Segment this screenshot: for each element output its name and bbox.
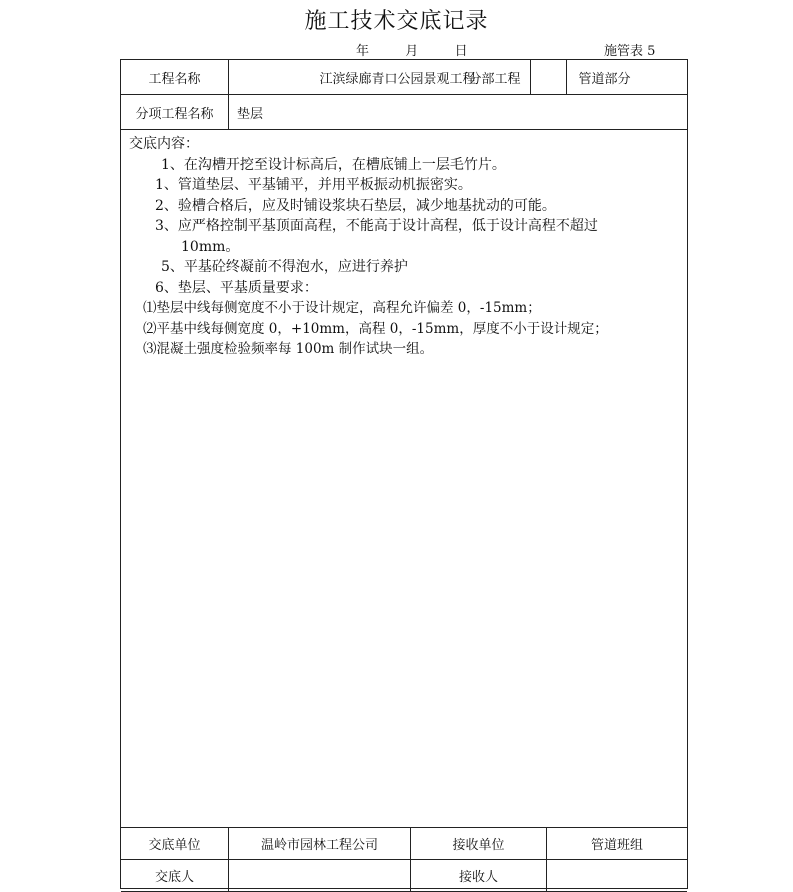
receive-unit-value: 管道班组: [547, 828, 687, 860]
handover-unit-label: 交底单位: [121, 828, 229, 860]
handover-content: [121, 130, 687, 828]
content-line: 3、应严格控制平基顶面高程，不能高于设计高程，低于设计高程不超过: [155, 218, 598, 234]
record-sheet: [120, 59, 688, 889]
handover-person-value: [229, 860, 411, 892]
date-day: 日: [454, 44, 468, 59]
content-line: 1、管道垫层、平基铺平，并用平板振动机振密实。: [155, 177, 472, 193]
project-name-label: 工程名称: [121, 60, 229, 95]
subitem-label: 分项工程名称: [121, 95, 229, 130]
receiver-value: [547, 860, 687, 892]
content-line: 1、在沟槽开挖至设计标高后，在槽底铺上一层毛竹片。: [161, 156, 506, 173]
content-line: 2、验槽合格后，应及时铺设浆块石垫层，减少地基扰动的可能。: [155, 197, 556, 214]
content-line: ⑴垫层中线每侧宽度不小于设计规定，高程允许偏差 0，-15mm；: [143, 300, 541, 316]
date-line: [356, 40, 468, 59]
division-value: 管道部分: [522, 60, 687, 95]
handover-person-label: 交底人: [121, 860, 229, 892]
project-name-value: 江滨绿廊青口公园景观工程: [229, 60, 567, 95]
subitem-value: 垫层: [229, 95, 687, 130]
receive-unit-label: 接收单位: [411, 828, 547, 860]
content-line: 6、垫层、平基质量要求：: [155, 279, 318, 296]
date-year: 年: [356, 44, 370, 59]
division-label: 分部工程: [459, 60, 531, 95]
content-line: ⑶混凝土强度检验频率每 100m 制作试块一组。: [143, 341, 434, 357]
content-line: 5、平基砼终凝前不得泡水，应进行养护: [161, 259, 408, 275]
content-line: 10mm。: [181, 238, 240, 255]
form-number: 施管表 5: [604, 44, 656, 59]
document-title: 施工技术交底记录: [304, 9, 489, 34]
handover-unit-value: 温岭市园林工程公司: [229, 828, 411, 860]
receiver-label: 接收人: [411, 860, 547, 892]
date-month: 月: [405, 44, 419, 59]
content-heading: 交底内容：: [129, 136, 199, 152]
content-line: ⑵平基中线每侧宽度 0，+10mm，高程 0，-15mm，厚度不小于设计规定；: [143, 320, 608, 337]
